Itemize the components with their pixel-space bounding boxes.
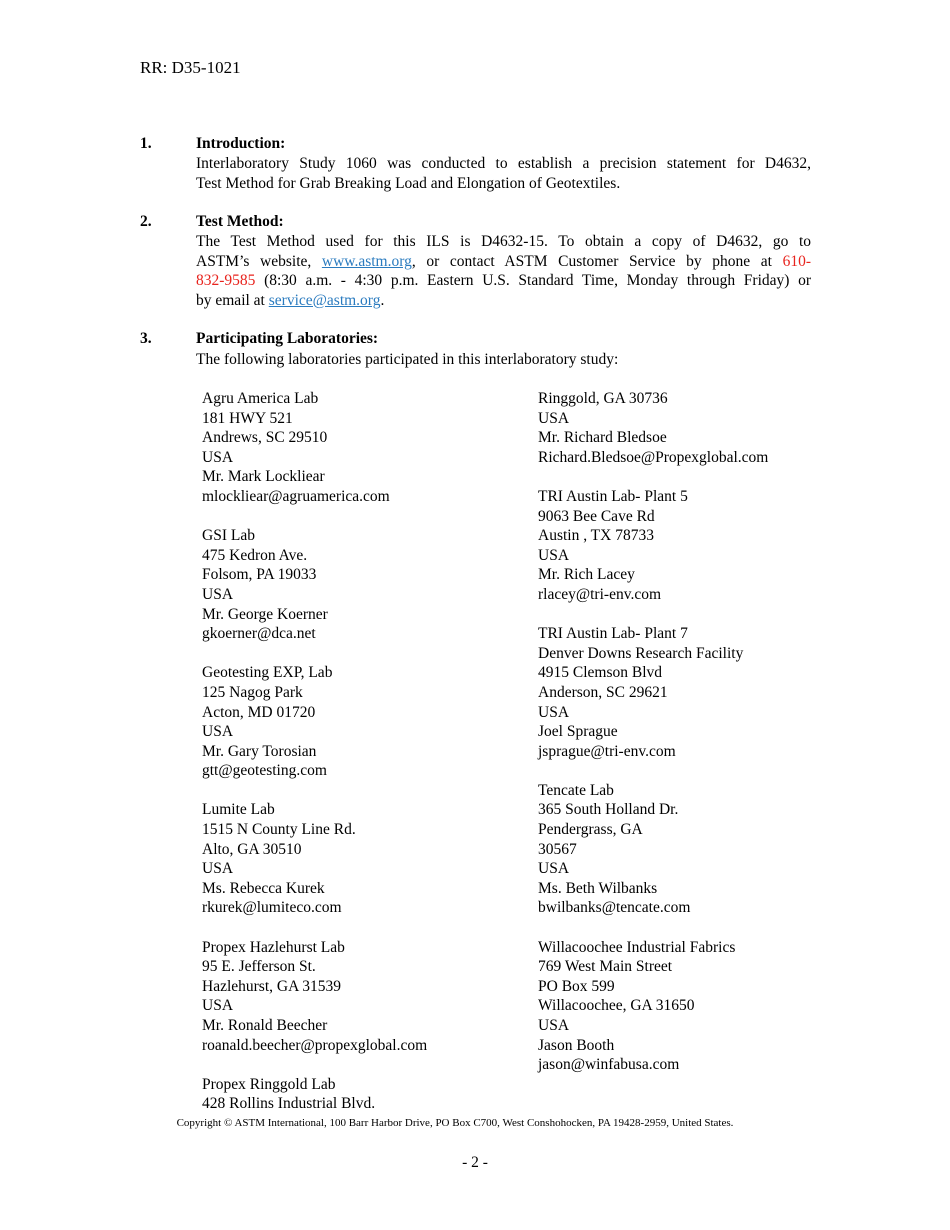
lab-contact-email[interactable]: gkoerner@dca.net bbox=[202, 625, 316, 643]
lab-contact-email[interactable]: jason@winfabusa.com bbox=[538, 1056, 680, 1074]
text-segment: by email at bbox=[196, 291, 269, 309]
lab-address-line: USA bbox=[202, 997, 234, 1015]
lab-entry bbox=[538, 938, 768, 1075]
astm-email-link[interactable]: service@astm.org bbox=[268, 291, 381, 309]
section-3-intro bbox=[196, 350, 811, 370]
lab-address-line: Willacoochee Industrial Fabrics bbox=[538, 938, 736, 956]
lab-address-line: Andrews, SC 29510 bbox=[202, 429, 328, 447]
lab-address-line: Ringgold, GA 30736 bbox=[538, 390, 668, 407]
lab-entry bbox=[202, 389, 427, 507]
lab-contact-email[interactable]: roanald.beecher@propexglobal.com bbox=[202, 1036, 428, 1054]
lab-address-line: Ms. Beth Wilbanks bbox=[538, 879, 658, 897]
lab-address-line: USA bbox=[538, 860, 570, 878]
lab-address-line: Jason Booth bbox=[538, 1036, 615, 1054]
lab-address-line: Hazlehurst, GA 31539 bbox=[202, 977, 342, 995]
lab-address-line: Alto, GA 30510 bbox=[202, 840, 302, 858]
lab-address-line: Mr. George Koerner bbox=[202, 605, 328, 623]
lab-address-line: USA bbox=[202, 860, 234, 878]
lab-address-line: USA bbox=[538, 703, 570, 721]
lab-entry bbox=[202, 663, 427, 781]
section-1-line: Interlaboratory Study 1060 was conducted to establish a precision statement for D4632, bbox=[196, 155, 811, 172]
labs-right-column bbox=[538, 389, 768, 1075]
section-2-line-3 bbox=[196, 271, 811, 291]
lab-address-line: 769 West Main Street bbox=[538, 958, 673, 976]
report-id-header: RR: D35-1021 bbox=[140, 58, 241, 77]
text-segment: ASTM’s website, bbox=[196, 252, 322, 270]
lab-address-line: Agru America Lab bbox=[202, 390, 319, 407]
lab-address-line: 9063 Bee Cave Rd bbox=[538, 507, 655, 525]
section-3-number: 3. bbox=[140, 330, 152, 347]
lab-address-line: 95 E. Jefferson St. bbox=[202, 958, 316, 976]
lab-address-line: 475 Kedron Ave. bbox=[202, 546, 308, 564]
labs-left-column bbox=[202, 389, 427, 1114]
lab-address-line: Pendergrass, GA bbox=[538, 821, 643, 839]
section-2-line-1: The Test Method used for this ILS is D4632-15. To obtain a copy of D4632, go to bbox=[196, 233, 811, 250]
page-number: - 2 - bbox=[462, 1154, 488, 1171]
lab-entry bbox=[538, 389, 768, 467]
lab-contact-email[interactable]: rlacey@tri-env.com bbox=[538, 585, 662, 603]
section-3-intro-line: The following laboratories participated in this interlaboratory study: bbox=[196, 351, 619, 368]
lab-address-line: USA bbox=[538, 1017, 570, 1034]
section-1-number: 1. bbox=[140, 135, 152, 152]
lab-entry bbox=[202, 938, 427, 1056]
lab-address-line: Folsom, PA 19033 bbox=[202, 566, 317, 584]
lab-spacer bbox=[202, 644, 427, 664]
lab-entry bbox=[202, 526, 427, 644]
lab-address-line: Propex Hazlehurst Lab bbox=[202, 938, 345, 956]
lab-spacer bbox=[538, 761, 768, 781]
lab-spacer bbox=[538, 467, 768, 487]
phone-number-part-1: 610- bbox=[782, 252, 811, 270]
phone-number-part-2: 832-9585 bbox=[196, 272, 256, 289]
lab-address-line: Mr. Richard Bledsoe bbox=[538, 429, 667, 447]
lab-address-line: Acton, MD 01720 bbox=[202, 703, 316, 721]
lab-entry bbox=[538, 781, 768, 918]
lab-spacer bbox=[202, 507, 427, 527]
lab-contact-email[interactable]: mlockliear@agruamerica.com bbox=[202, 487, 390, 505]
section-1-title: Introduction: bbox=[196, 135, 286, 152]
lab-contact-email[interactable]: Richard.Bledsoe@Propexglobal.com bbox=[538, 448, 769, 466]
lab-entry bbox=[202, 800, 427, 918]
lab-spacer bbox=[538, 605, 768, 625]
lab-address-line: Anderson, SC 29621 bbox=[538, 683, 668, 701]
lab-address-line: 4915 Clemson Blvd bbox=[538, 664, 663, 682]
lab-address-line: Mr. Mark Lockliear bbox=[202, 468, 325, 486]
lab-contact-email[interactable]: rkurek@lumiteco.com bbox=[202, 899, 342, 917]
lab-spacer bbox=[202, 1055, 427, 1075]
section-2-line-2 bbox=[196, 252, 811, 272]
lab-contact-email[interactable]: gtt@geotesting.com bbox=[202, 762, 327, 780]
lab-address-line: Austin , TX 78733 bbox=[538, 527, 654, 545]
lab-entry bbox=[202, 1075, 427, 1114]
lab-address-line: Mr. Ronald Beecher bbox=[202, 1017, 328, 1034]
lab-address-line: PO Box 599 bbox=[538, 977, 615, 995]
lab-address-line: Mr. Gary Torosian bbox=[202, 742, 317, 760]
lab-address-line: Propex Ringgold Lab bbox=[202, 1075, 336, 1093]
lab-contact-email[interactable]: bwilbanks@tencate.com bbox=[538, 899, 691, 917]
text-segment: . bbox=[380, 291, 385, 309]
lab-address-line: 365 South Holland Dr. bbox=[538, 801, 679, 819]
lab-address-line: Willacoochee, GA 31650 bbox=[538, 997, 695, 1015]
text-segment: (8:30 a.m. - 4:30 p.m. Eastern U.S. Standard Time, Monday through Friday) or bbox=[255, 272, 811, 289]
lab-spacer bbox=[538, 918, 768, 938]
lab-address-line: Geotesting EXP, Lab bbox=[202, 664, 333, 682]
lab-entry bbox=[538, 487, 768, 605]
section-2-body bbox=[196, 232, 811, 310]
lab-address-line: USA bbox=[538, 409, 570, 427]
lab-entry bbox=[538, 624, 768, 761]
lab-address-line: 30567 bbox=[538, 840, 577, 858]
section-2-number: 2. bbox=[140, 213, 152, 230]
lab-address-line: 125 Nagog Park bbox=[202, 683, 303, 701]
lab-address-line: 1515 N County Line Rd. bbox=[202, 821, 356, 839]
lab-address-line: Ms. Rebecca Kurek bbox=[202, 879, 325, 897]
lab-spacer bbox=[202, 918, 427, 938]
lab-address-line: TRI Austin Lab- Plant 7 bbox=[538, 625, 688, 643]
lab-address-line: USA bbox=[202, 448, 234, 466]
lab-address-line: USA bbox=[538, 546, 570, 564]
lab-address-line: Denver Downs Research Facility bbox=[538, 644, 744, 662]
lab-spacer bbox=[202, 781, 427, 801]
copyright-footer: Copyright © ASTM International, 100 Barr Harbor Drive, PO Box C700, West Conshohocken, PA 19428-2959, United States. bbox=[176, 1117, 734, 1129]
section-2-line-4 bbox=[196, 291, 811, 311]
lab-address-line: GSI Lab bbox=[202, 527, 255, 545]
section-3-title: Participating Laboratories: bbox=[196, 330, 379, 347]
lab-address-line: Mr. Rich Lacey bbox=[538, 566, 635, 584]
lab-address-line: TRI Austin Lab- Plant 5 bbox=[538, 487, 688, 505]
lab-address-line: Tencate Lab bbox=[538, 781, 614, 799]
lab-address-line: USA bbox=[202, 585, 234, 603]
section-1-body bbox=[196, 154, 811, 193]
lab-contact-email[interactable]: jsprague@tri-env.com bbox=[538, 742, 676, 760]
text-segment: , or contact ASTM Customer Service by phone at bbox=[411, 252, 783, 270]
astm-website-link[interactable]: www.astm.org bbox=[321, 252, 412, 270]
lab-address-line: 181 HWY 521 bbox=[202, 409, 293, 427]
lab-address-line: 428 Rollins Industrial Blvd. bbox=[202, 1095, 376, 1113]
section-1-line: Test Method for Grab Breaking Load and Elongation of Geotextiles. bbox=[196, 174, 621, 192]
section-2-title: Test Method: bbox=[196, 213, 284, 230]
lab-address-line: USA bbox=[202, 723, 234, 741]
lab-address-line: Lumite Lab bbox=[202, 801, 275, 819]
lab-address-line: Joel Sprague bbox=[538, 723, 618, 741]
